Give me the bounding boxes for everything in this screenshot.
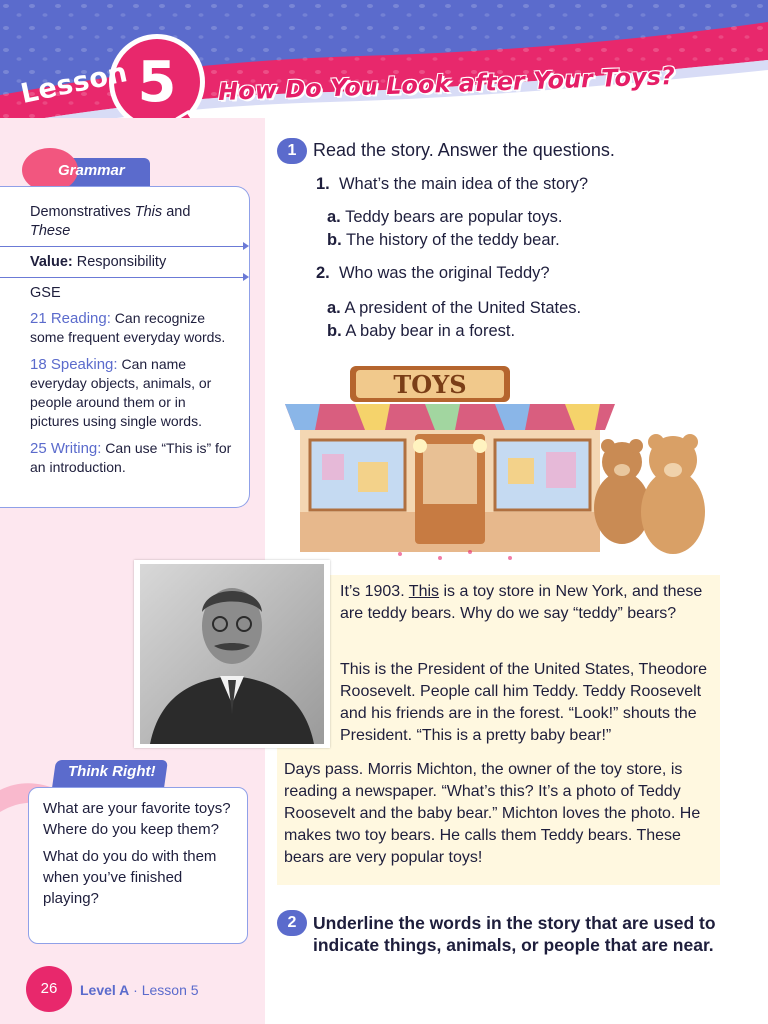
skill-code: 21 Reading: [30, 310, 111, 327]
skill-code: 25 Writing: [30, 440, 102, 457]
question-number: 2. [316, 264, 330, 282]
skill-code: 18 Speaking: [30, 356, 118, 373]
activity-1-badge: 1 [277, 138, 307, 164]
grammar-and: and [162, 204, 191, 220]
footer-lesson: Lesson 5 [141, 982, 199, 998]
lesson-label: Lesson [17, 57, 131, 110]
question-1-option-a[interactable] [327, 208, 562, 227]
question-1-option-b[interactable] [327, 231, 560, 250]
story-text: It’s 1903. [340, 583, 409, 600]
option-letter: a. [327, 299, 341, 317]
teddy-bear-icon [594, 439, 650, 544]
skill-text: Can recognize some frequent everyday words. [30, 310, 226, 345]
question-text: What’s the main idea of the story? [338, 175, 589, 193]
gse-label: GSE [30, 285, 61, 301]
story-text: is a toy store in New York, and these are teddy bears. Why do we say “teddy” bears? [340, 583, 703, 622]
roosevelt-portrait [140, 564, 324, 744]
skill-text: Can use “This is” for an introduction. [30, 440, 232, 475]
activity-2-title: Underline the words in the story that are used to indicate things, animals, or people that are near. [313, 913, 716, 955]
option-letter: a. [327, 208, 341, 226]
store-sign-text: TOYS [393, 370, 467, 399]
skill-speaking [30, 355, 237, 431]
question-1 [316, 175, 588, 194]
story-paragraph-3: Days pass. Morris Michton, the owner of the toy store, is reading a newspaper. “What’s this? It’s a photo of Teddy Roosevelt and the baby bear.” Michton loves the photo. He makes two toy bears. He calls them Teddy bears. These bears are very popular toys! [284, 761, 701, 866]
grammar-topic-prefix: Demonstratives [30, 204, 135, 220]
think-right-box [28, 787, 248, 944]
toy-store-illustration [280, 362, 720, 572]
skill-writing [30, 439, 237, 477]
grammar-tab-label: Grammar [58, 162, 125, 179]
option-letter: b. [327, 322, 342, 340]
activity-2-badge: 2 [277, 910, 307, 936]
activity-1-title: Read the story. Answer the questions. [313, 140, 615, 160]
story-paragraph-2: This is the President of the United States, Theodore Roosevelt. People call him Teddy. Teddy Roosevelt and his friends are in the forest. “Look!” shouts the President. “This is a pretty baby bear!” [340, 661, 708, 744]
underlined-word: This [408, 583, 440, 600]
question-text: Who was the original Teddy? [338, 264, 550, 282]
think-right-question-1: What are your favorite toys? Where do you keep them? [43, 800, 231, 838]
think-right-label: Think Right! [68, 763, 156, 780]
grammar-these: These [30, 223, 71, 239]
teddy-bear-icon [641, 434, 705, 554]
page-number: 26 [26, 966, 72, 1012]
value-row [30, 253, 237, 278]
page-title: How Do You Look after Your Toys? [217, 62, 676, 106]
footer-level: Level A [80, 982, 130, 998]
question-2-option-a[interactable] [327, 299, 581, 318]
footer-separator: · [129, 982, 142, 998]
option-text: Teddy bears are popular toys. [345, 208, 563, 226]
option-letter: b. [327, 231, 342, 249]
skill-reading [30, 309, 237, 347]
footer-label [80, 982, 199, 998]
story-paragraph-1 [340, 581, 720, 625]
option-text: A baby bear in a forest. [345, 322, 516, 340]
lesson-number: 5 [137, 50, 177, 115]
value-text: Responsibility [72, 254, 167, 270]
think-right-question-2: What do you do with them when you’ve finished playing? [43, 848, 217, 907]
grammar-topic [30, 203, 237, 247]
question-number: 1. [316, 175, 330, 193]
skill-text: Can name everyday objects, animals, or people around them or in pictures using single words. [30, 356, 212, 429]
grammar-box [0, 186, 250, 508]
option-text: The history of the teddy bear. [345, 231, 560, 249]
question-2 [316, 264, 550, 283]
grammar-this: This [134, 204, 163, 220]
lesson-header [0, 0, 768, 135]
question-2-option-b[interactable] [327, 322, 515, 341]
option-text: A president of the United States. [344, 299, 582, 317]
value-label: Value: [30, 254, 73, 270]
